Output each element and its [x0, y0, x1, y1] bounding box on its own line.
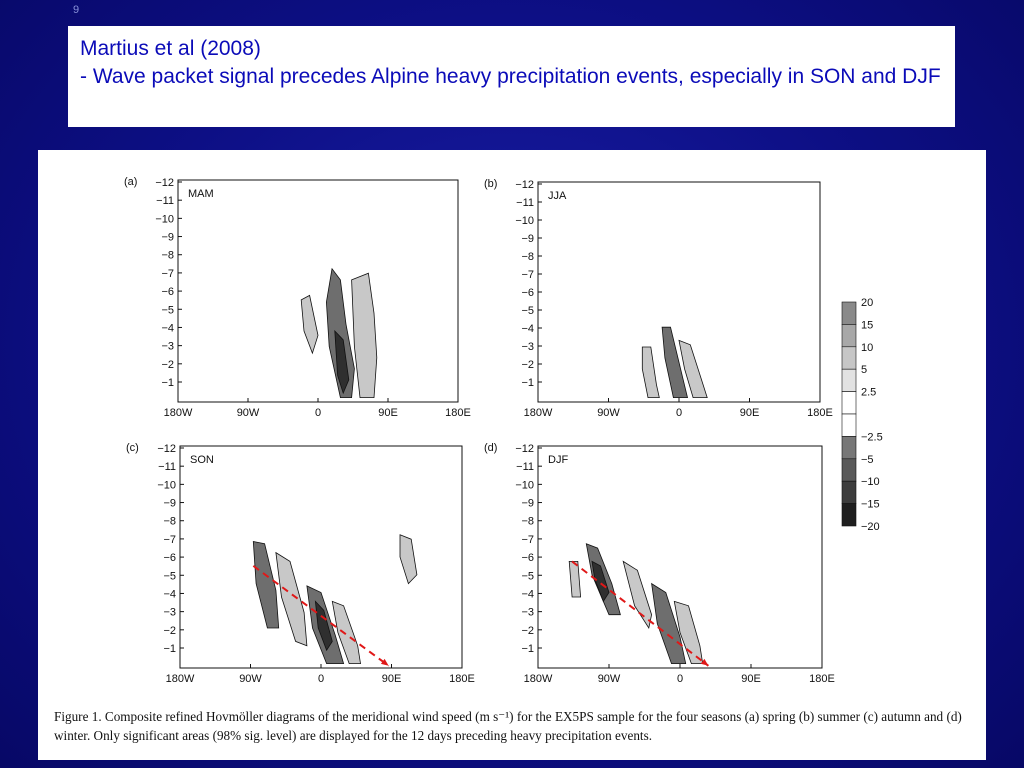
- x-tick-label: 90W: [597, 673, 621, 685]
- x-tick-label: 90E: [378, 407, 398, 419]
- y-tick-label: −9: [521, 497, 534, 510]
- y-tick-label: −2: [161, 358, 174, 371]
- y-tick-label: −3: [521, 606, 534, 619]
- colorbar-segment: [842, 347, 856, 369]
- y-tick-label: −8: [163, 515, 176, 528]
- y-tick-label: −4: [521, 588, 534, 601]
- season-label: JJA: [548, 190, 567, 202]
- panel-frame: [178, 180, 458, 402]
- title-box: [68, 26, 955, 127]
- y-tick-label: −12: [515, 179, 534, 191]
- y-tick-label: −10: [515, 215, 534, 227]
- y-tick-label: −12: [157, 443, 176, 455]
- y-tick-label: −9: [521, 233, 534, 245]
- y-tick-label: −4: [163, 588, 176, 601]
- x-tick-label: 180E: [445, 407, 471, 419]
- colorbar-segment: [842, 324, 856, 346]
- x-tick-label: 180W: [163, 407, 193, 419]
- colorbar-label: 5: [861, 364, 868, 377]
- x-tick-label: 90W: [597, 407, 620, 419]
- colorbar-label: −5: [861, 453, 874, 466]
- y-tick-label: −1: [521, 643, 534, 655]
- y-tick-label: −7: [163, 533, 176, 546]
- panel-label: (a): [124, 176, 138, 188]
- slide-subtitle: - Wave packet signal precedes Alpine heavy precipitation events, especially in SON and DJF: [80, 65, 941, 88]
- y-tick-label: −8: [161, 249, 174, 262]
- y-tick-label: −4: [161, 322, 174, 335]
- x-tick-label: 90E: [739, 407, 760, 419]
- colorbar-label: 10: [861, 341, 874, 354]
- y-tick-label: −11: [516, 461, 534, 474]
- colorbar-label: 2.5: [861, 386, 877, 399]
- x-tick-label: 180W: [165, 673, 195, 685]
- panel-a: [124, 176, 471, 419]
- colorbar-segment: [842, 436, 856, 458]
- y-tick-label: −5: [521, 570, 534, 583]
- colorbar-label: 20: [861, 297, 874, 309]
- y-tick-label: −3: [521, 341, 534, 353]
- x-tick-label: 0: [676, 673, 684, 685]
- colorbar: [842, 297, 883, 533]
- y-tick-label: −5: [163, 570, 176, 583]
- y-tick-label: −10: [157, 479, 176, 492]
- y-tick-label: −6: [521, 287, 534, 299]
- y-tick-label: −10: [515, 479, 534, 492]
- x-tick-label: 90E: [741, 673, 761, 685]
- y-tick-label: −11: [516, 197, 534, 209]
- y-tick-label: −2: [521, 624, 534, 637]
- y-tick-label: −4: [521, 323, 534, 335]
- y-tick-label: −9: [163, 497, 176, 510]
- x-tick-label: 90W: [239, 673, 262, 685]
- panel-frame: [538, 446, 822, 668]
- x-tick-label: 0: [314, 407, 322, 419]
- x-tick-label: 180E: [807, 407, 833, 419]
- colorbar-label: −2.5: [861, 431, 883, 444]
- panel-label: (b): [484, 178, 498, 190]
- x-tick-label: 90W: [236, 407, 260, 419]
- x-tick-label: 180W: [523, 407, 553, 419]
- colorbar-segment: [842, 481, 856, 503]
- y-tick-label: −11: [158, 461, 176, 474]
- y-tick-label: −1: [161, 377, 174, 389]
- colorbar-label: −20: [861, 521, 880, 533]
- y-tick-label: −2: [163, 624, 176, 637]
- panel-b: [484, 178, 833, 419]
- x-tick-label: 0: [317, 673, 325, 685]
- colorbar-segment: [842, 392, 856, 414]
- y-tick-label: −6: [521, 552, 534, 565]
- colorbar-label: −10: [861, 476, 880, 489]
- y-tick-label: −9: [161, 231, 174, 244]
- colorbar-label: 15: [861, 319, 874, 332]
- y-tick-label: −5: [521, 305, 534, 317]
- y-tick-label: −8: [521, 251, 534, 263]
- panel-label: (c): [126, 442, 139, 454]
- y-tick-label: −6: [163, 552, 176, 565]
- x-tick-label: 180E: [809, 673, 835, 685]
- y-tick-label: −11: [156, 195, 174, 208]
- season-label: SON: [190, 454, 214, 466]
- slide-number: 9: [73, 4, 80, 16]
- y-tick-label: −5: [161, 304, 174, 317]
- hovmoller-figure: [38, 150, 986, 760]
- y-tick-label: −1: [163, 643, 176, 655]
- colorbar-label: −15: [861, 498, 880, 511]
- y-tick-label: −6: [161, 286, 174, 299]
- colorbar-segment: [842, 414, 856, 436]
- y-tick-label: −3: [163, 606, 176, 619]
- y-tick-label: −2: [521, 359, 534, 371]
- colorbar-segment: [842, 504, 856, 526]
- y-tick-label: −1: [521, 377, 534, 389]
- y-tick-label: −12: [155, 177, 174, 189]
- season-label: DJF: [548, 454, 569, 466]
- y-tick-label: −7: [161, 267, 174, 280]
- y-tick-label: −12: [515, 443, 534, 455]
- colorbar-segment: [842, 369, 856, 391]
- y-tick-label: −3: [161, 340, 174, 353]
- colorbar-segment: [842, 302, 856, 324]
- slide-title: Martius et al (2008): [80, 37, 261, 60]
- y-tick-label: −10: [155, 213, 174, 226]
- x-tick-label: 180W: [523, 673, 553, 685]
- y-tick-label: −7: [521, 533, 534, 546]
- x-tick-label: 90E: [381, 673, 402, 685]
- y-tick-label: −8: [521, 515, 534, 528]
- season-label: MAM: [188, 188, 214, 200]
- panel-label: (d): [484, 442, 498, 454]
- figure-caption: Figure 1. Composite refined Hovmöller diagrams of the meridional wind speed (m s⁻¹) for the EX5PS sample for the four seasons (a) spring (b) summer (c) autumn and (d) winter. Only significant areas (98% sig. level) are displayed for the 12 days preceding heavy precipitation events.: [54, 709, 962, 743]
- colorbar-segment: [842, 459, 856, 481]
- figure-image: [38, 150, 986, 760]
- x-tick-label: 180E: [449, 673, 475, 685]
- y-tick-label: −7: [521, 269, 534, 281]
- panel-c: [126, 442, 475, 685]
- panel-d: [484, 442, 835, 685]
- x-tick-label: 0: [675, 407, 683, 419]
